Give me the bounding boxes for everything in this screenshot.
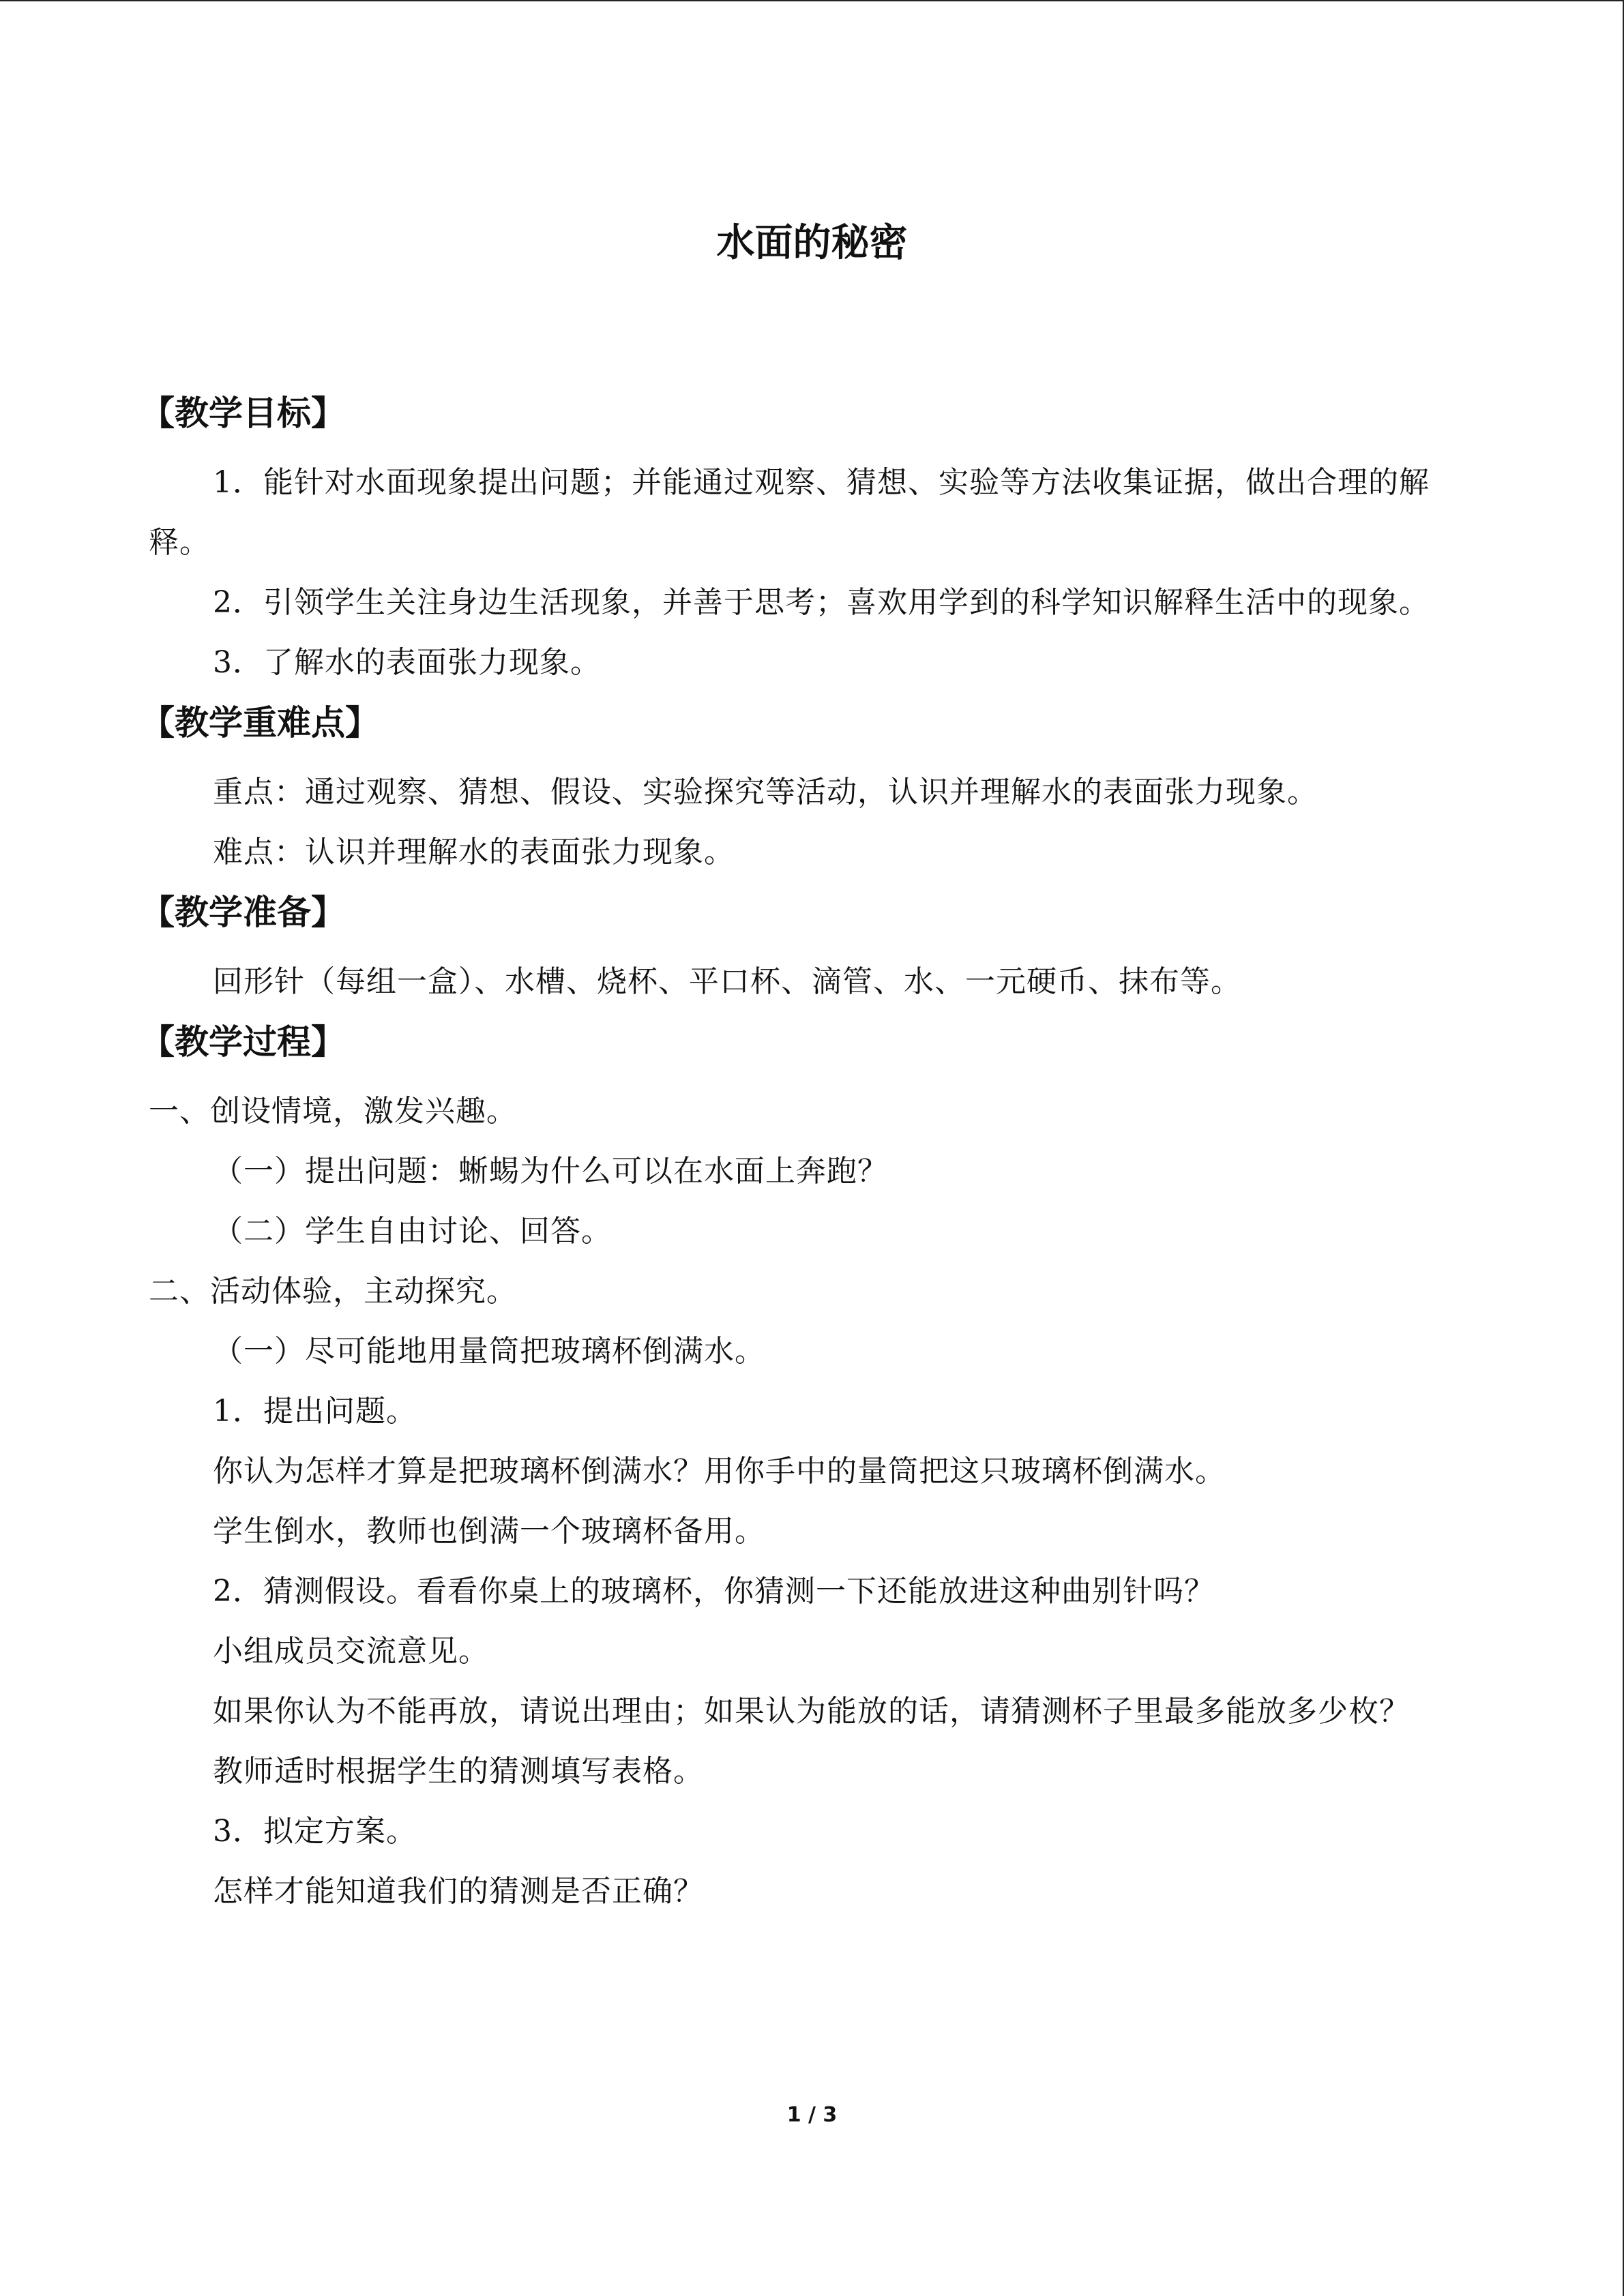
process-line: 怎样才能知道我们的猜测是否正确？ bbox=[213, 1874, 704, 1909]
process-step-heading: 二、活动体验，主动探究。 bbox=[149, 1274, 517, 1309]
process-line: 1．提出问题。 bbox=[213, 1394, 417, 1429]
key-point-item: 重点：通过观察、猜想、假设、实验探究等活动，认识并理解水的表面张力现象。 bbox=[213, 775, 1318, 809]
process-line: 教师适时根据学生的猜测填写表格。 bbox=[213, 1754, 704, 1789]
preparation-item: 回形针（每组一盒）、水槽、烧杯、平口杯、滴管、水、一元硬币、抹布等。 bbox=[213, 964, 1241, 999]
page-number: 1 / 3 bbox=[786, 2103, 838, 2127]
process-line: 学生倒水，教师也倒满一个玻璃杯备用。 bbox=[213, 1514, 765, 1549]
process-line: 你认为怎样才算是把玻璃杯倒满水？用你手中的量筒把这只玻璃杯倒满水。 bbox=[213, 1454, 1226, 1489]
section-heading-objectives: 【教学目标】 bbox=[141, 393, 345, 433]
objective-item: 3．了解水的表面张力现象。 bbox=[213, 645, 601, 680]
process-line: 3．拟定方案。 bbox=[213, 1814, 417, 1849]
process-step-heading: 一、创设情境，激发兴趣。 bbox=[149, 1094, 517, 1129]
process-line: 如果你认为不能再放，请说出理由；如果认为能放的话，请猜测杯子里最多能放多少枚？ bbox=[213, 1694, 1410, 1729]
process-line: 2．猜测假设。看看你桌上的玻璃杯，你猜测一下还能放进这种曲别针吗？ bbox=[213, 1574, 1215, 1609]
document-title: 水面的秘密 bbox=[716, 221, 908, 265]
document-body bbox=[141, 383, 1479, 1922]
process-line: 小组成员交流意见。 bbox=[213, 1634, 489, 1669]
objective-item: 1．能针对水面现象提出问题；并能通过观察、猜想、实验等方法收集证据，做出合理的解释。 bbox=[149, 465, 1430, 560]
key-point-item: 难点：认识并理解水的表面张力现象。 bbox=[213, 835, 735, 869]
section-heading-key-points: 【教学重难点】 bbox=[141, 703, 379, 743]
section-heading-preparation: 【教学准备】 bbox=[141, 893, 345, 932]
process-line: （一）提出问题：蜥蜴为什么可以在水面上奔跑？ bbox=[213, 1154, 888, 1189]
objective-item: 2．引领学生关注身边生活现象，并善于思考；喜欢用学到的科学知识解释生活中的现象。 bbox=[213, 585, 1430, 620]
process-line: （一）尽可能地用量筒把玻璃杯倒满水。 bbox=[213, 1334, 765, 1369]
process-line: （二）学生自由讨论、回答。 bbox=[213, 1214, 612, 1249]
section-heading-process: 【教学过程】 bbox=[141, 1022, 345, 1062]
